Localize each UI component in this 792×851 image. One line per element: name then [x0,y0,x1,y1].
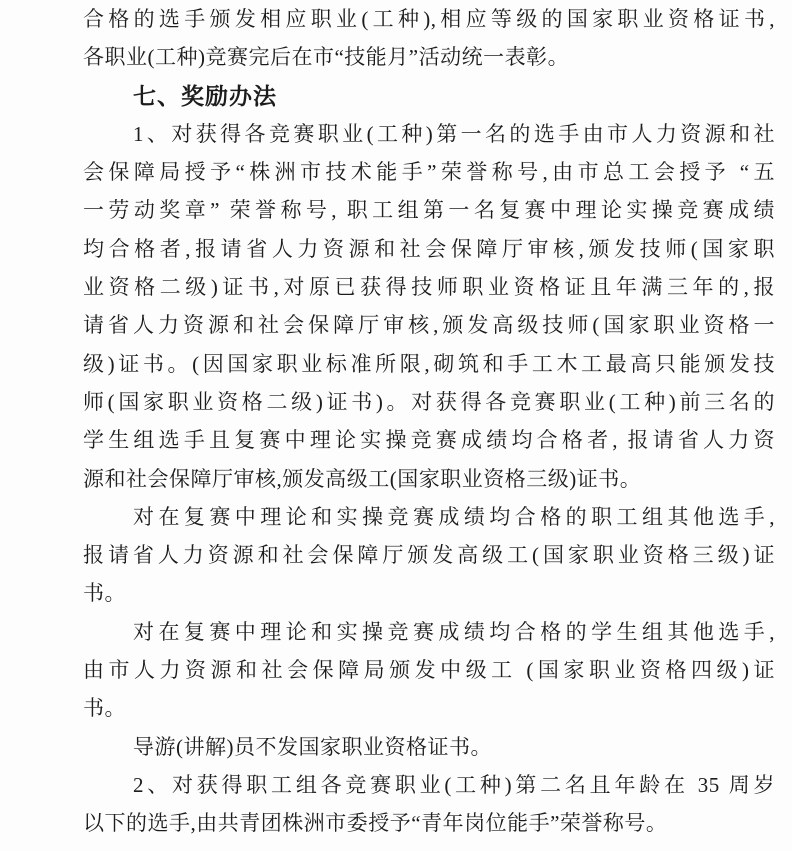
body-line-1: 合格的选手颁发相应职业(工种),相应等级的国家职业资格证书, [83,7,775,31]
document-body [83,0,775,843]
body-line-22: 以下的选手,由共青团株洲市委授予“青年岗位能手”荣誉称号。 [83,811,668,836]
body-line-2: 各职业(工种)竞赛完后在市“技能月”活动统一表彰。 [83,45,570,70]
body-line-11: 师(国家职业资格二级)证书)。对获得各竞赛职业(工种)前三名的 [83,389,775,414]
body-line-10: 级)证书。(因国家职业标准所限,砌筑和手工木工最高只能颁发技 [83,351,775,376]
body-line-21: 2、对获得职工组各竞赛职业(工种)第二名且年龄在 35 周岁 [133,772,775,797]
body-line-20: 导游(讲解)员不发国家职业资格证书。 [133,734,492,759]
body-line-18: 由市人力资源和社会保障局颁发中级工 (国家职业资格四级)证 [83,658,775,683]
body-line-6: 一劳动奖章” 荣誉称号, 职工组第一名复赛中理论实操竞赛成绩 [83,198,775,223]
body-line-17: 对在复赛中理论和实操竞赛成绩均合格的学生组其他选手, [133,619,775,644]
section-heading-reward-measures: 七、奖励办法 [133,82,277,109]
body-line-14: 对在复赛中理论和实操竞赛成绩均合格的职工组其他选手, [133,504,775,529]
body-line-5: 会保障局授予“株洲市技术能手”荣誉称号,由市总工会授予 “五 [83,160,775,185]
body-line-15: 报请省人力资源和社会保障厅颁发高级工(国家职业资格三级)证 [83,543,775,568]
body-line-12: 学生组选手且复赛中理论实操竞赛成绩均合格者, 报请省人力资 [83,428,775,453]
body-line-8: 业资格二级)证书,对原已获得技师职业资格证且年满三年的,报 [83,275,775,300]
body-line-7: 均合格者,报请省人力资源和社会保障厅审核,颁发技师(国家职 [83,236,775,261]
body-line-13: 源和社会保障厅审核,颁发高级工(国家职业资格三级)证书。 [83,466,642,491]
body-line-4: 1、对获得各竞赛职业(工种)第一名的选手由市人力资源和社 [133,121,775,146]
body-line-19: 书。 [83,696,126,721]
body-line-9: 请省人力资源和社会保障厅审核,颁发高级技师(国家职业资格一 [83,313,775,338]
body-line-16: 书。 [83,581,126,606]
